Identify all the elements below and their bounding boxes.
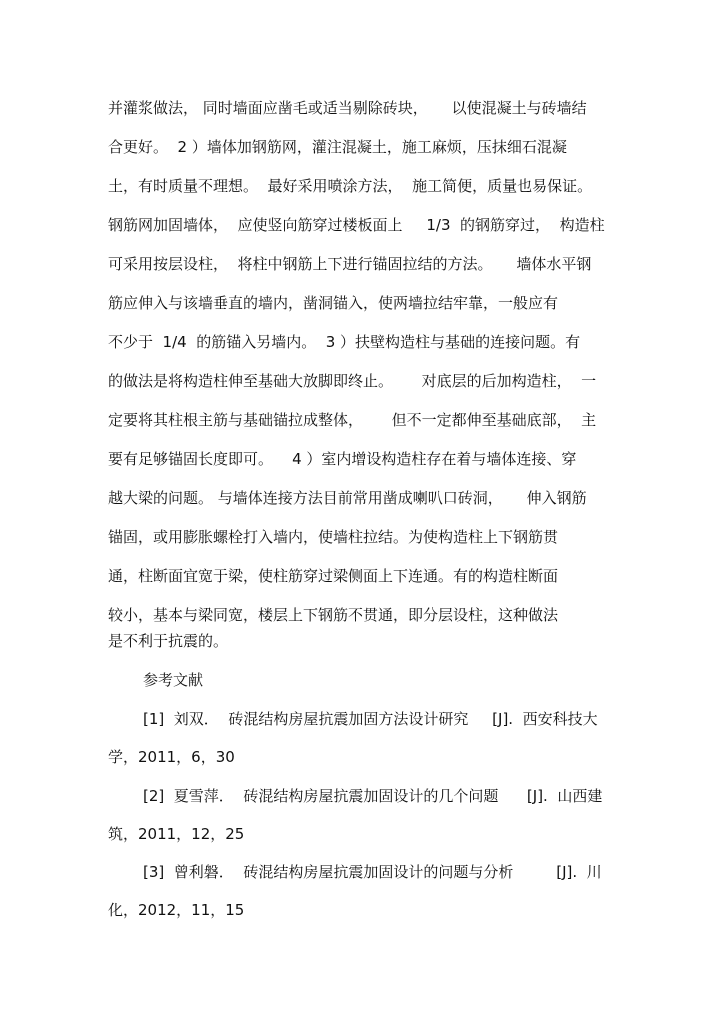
- body-line: 钢筋网加固墙体， 应使竖向筋穿过楼板面上 1/3 的钢筋穿过， 构造柱: [108, 216, 605, 234]
- body-line: 合更好。 2 ）墙体加钢筋网，灌注混凝土，施工麻烦，压抹细石混凝: [108, 138, 567, 156]
- body-line: 土，有时质量不理想。 最好采用喷涂方法， 施工简便，质量也易保证。: [108, 177, 593, 195]
- body-line: 筋应伸入与该墙垂直的墙内，凿洞锚入，使两墙拉结牢靠，一般应有: [108, 294, 559, 312]
- body-line: 锚固，或用膨胀螺栓打入墙内，使墙柱拉结。为使构造柱上下钢筋贯: [108, 528, 559, 546]
- reference-line: 筑，2011，12，25: [108, 825, 245, 843]
- body-line: 通，柱断面宜宽于梁，使柱筋穿过梁侧面上下连通。有的构造柱断面: [108, 567, 559, 585]
- reference-line: [3] 曾利磐． 砖混结构房屋抗震加固设计的问题与分析 [J]. 川: [143, 863, 602, 881]
- body-line: 可采用按层设柱， 将柱中钢筋上下进行锚固拉结的方法。 墙体水平钢: [108, 255, 592, 273]
- body-line: 越大梁的问题。 与墙体连接方法目前常用凿成喇叭口砖洞， 伸入钢筋: [108, 489, 587, 507]
- body-line: 是不利于抗震的。: [108, 632, 229, 650]
- reference-line: [2] 夏雪萍． 砖混结构房屋抗震加固设计的几个问题 [J]. 山西建: [143, 787, 603, 805]
- references-heading: 参考文献: [143, 671, 204, 689]
- body-line: 要有足够锚固长度即可。 4 ）室内增设构造柱存在着与墙体连接、穿: [108, 450, 577, 468]
- reference-line: [1] 刘双． 砖混结构房屋抗震加固方法设计研究 [J]. 西安科技大: [143, 710, 598, 728]
- body-line: 不少于 1/4 的筋锚入另墙内。 3 ）扶壁构造柱与基础的连接问题。有: [108, 333, 581, 351]
- reference-line: 学，2011，6，30: [108, 748, 235, 766]
- body-line: 的做法是将构造柱伸至基础大放脚即终止。 对底层的后加构造柱， 一: [108, 372, 597, 390]
- body-line: 定要将其柱根主筋与基础锚拉成整体， 但不一定都伸至基础底部， 主: [108, 411, 597, 429]
- body-line: 较小，基本与梁同宽，楼层上下钢筋不贯通，即分层设柱，这种做法: [108, 606, 559, 624]
- reference-line: 化，2012，11，15: [108, 901, 245, 919]
- body-line: 并灌浆做法， 同时墙面应凿毛或适当剔除砖块， 以使混凝土与砖墙结: [108, 99, 587, 117]
